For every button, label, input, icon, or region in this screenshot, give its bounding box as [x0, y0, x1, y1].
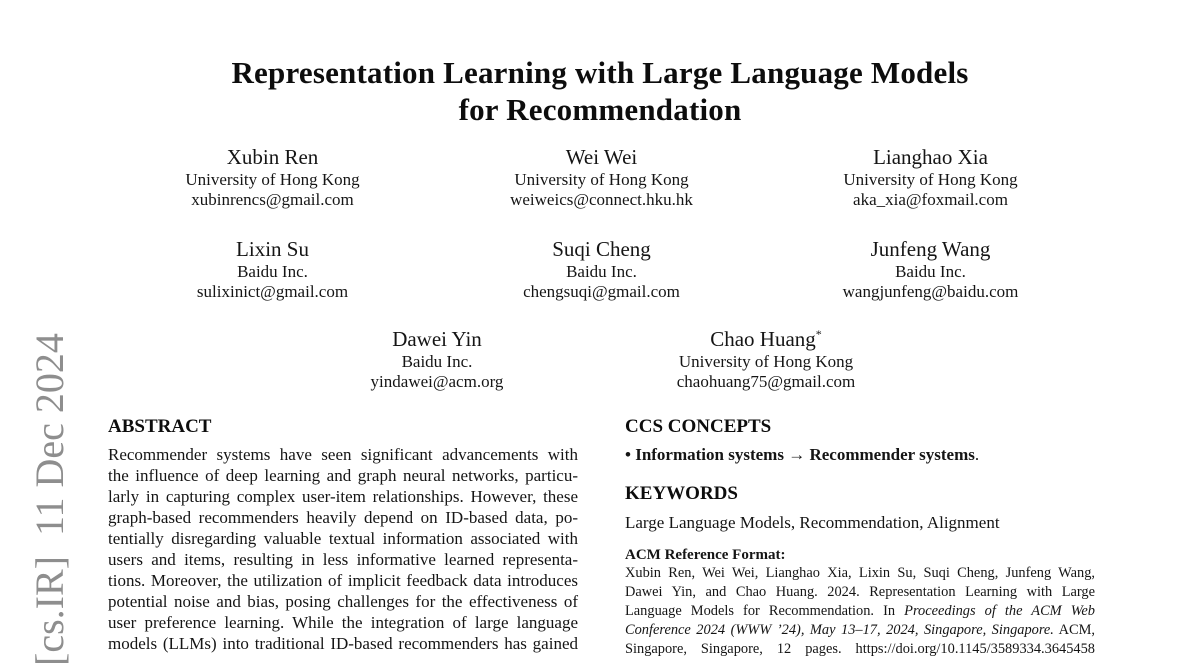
author-affiliation: University of Hong Kong — [514, 170, 689, 189]
paper-title-line-1: Representation Learning with Large Language Models — [231, 55, 969, 90]
author-affiliation: University of Hong Kong — [185, 170, 360, 189]
abstract-line: user preference learning. While the integration of large language — [108, 613, 578, 632]
author-card-junfeng-wang — [766, 237, 1095, 302]
abstract-line: tions. Moreover, the utilization of implicit feedback data introduces — [108, 571, 578, 590]
author-affiliation: University of Hong Kong — [843, 170, 1018, 189]
author-email: sulixinict@gmail.com — [196, 282, 349, 301]
abstract-line: potential noise and bias, posing challenges for the effectiveness of — [108, 592, 578, 611]
author-affiliation: Baidu Inc. — [566, 262, 637, 281]
acm-reference-line: Language Models for Recommendation. In Proceedings of the ACM Web — [625, 603, 1095, 619]
author-name: Dawei Yin — [392, 327, 482, 351]
right-column — [625, 415, 1095, 659]
author-name: Wei Wei — [565, 145, 638, 169]
author-email: wangjunfeng@baidu.com — [842, 282, 1019, 301]
author-email: aka_xia@foxmail.com — [853, 190, 1008, 209]
abstract-line: the influence of deep learning and graph neural networks, particu- — [108, 466, 578, 485]
author-card-lianghao-xia — [766, 145, 1095, 210]
author-card-dawei-yin — [273, 327, 602, 392]
author-card-xubin-ren — [108, 145, 437, 210]
author-email: weiweics@connect.hku.hk — [510, 190, 693, 209]
author-affiliation: Baidu Inc. — [401, 352, 473, 371]
author-email: xubinrencs@gmail.com — [191, 190, 354, 209]
author-name: Xubin Ren — [226, 145, 319, 169]
abstract-line: users and items, resulting in less informative learned representa- — [108, 550, 578, 569]
acm-reference-line: Dawei Yin, and Chao Huang. 2024. Representation Learning with Large — [625, 584, 1095, 600]
paper-title-line-2: for Recommendation — [458, 92, 742, 127]
author-name: Suqi Cheng — [552, 237, 651, 261]
author-card-suqi-cheng — [437, 237, 766, 302]
abstract-line: Recommender systems have seen significant advancements with — [108, 445, 578, 464]
ccs-concepts-heading: CCS CONCEPTS — [625, 416, 772, 437]
author-card-wei-wei — [437, 145, 766, 210]
acm-reference-format-heading: ACM Reference Format: — [625, 547, 786, 563]
acm-reference-line-clipped: Singapore, Singapore, 12 pages. https://doi.org/10.1145/3589334.3645458 — [625, 641, 1095, 657]
abstract-paragraph — [108, 444, 578, 654]
acm-reference-line: Xubin Ren, Wei Wei, Lianghao Xia, Lixin Su, Suqi Cheng, Junfeng Wang, — [625, 565, 1095, 581]
author-email: chaohuang75@gmail.com — [676, 372, 856, 391]
author-email: chengsuqi@gmail.com — [523, 282, 680, 301]
authors-row-1 — [108, 145, 1095, 210]
abstract-line: larly in capturing complex user-item relationships. However, these — [108, 487, 578, 506]
abstract-line: graph-based recommenders heavily depend on ID-based data, po- — [108, 508, 578, 527]
left-column — [108, 415, 578, 654]
author-affiliation: University of Hong Kong — [678, 352, 854, 371]
author-mark: * — [815, 327, 822, 341]
ccs-concepts-line: • Information systems → Recommender systems. — [625, 445, 980, 464]
authors-row-3 — [108, 327, 1095, 392]
abstract-heading: ABSTRACT — [108, 416, 212, 437]
author-card-lixin-su — [108, 237, 437, 302]
abstract-line: tentially disregarding valuable textual information associated with — [108, 529, 578, 548]
author-name: Lianghao Xia — [873, 145, 988, 169]
arxiv-sidebar-banner: [cs.IR] 11 Dec 2024 — [27, 333, 72, 666]
author-affiliation: Baidu Inc. — [895, 262, 966, 281]
keywords-heading: KEYWORDS — [625, 483, 738, 504]
author-name: Lixin Su — [236, 237, 309, 261]
author-card-chao-huang — [602, 327, 931, 392]
authors-row-2 — [108, 237, 1095, 302]
acm-reference-line: Conference 2024 (WWW ’24), May 13–17, 2024, Singapore, Singapore. ACM, — [625, 622, 1095, 638]
author-email: yindawei@acm.org — [370, 372, 504, 391]
keywords-text: Large Language Models, Recommendation, Alignment — [625, 513, 1000, 532]
abstract-line-clipped: models (LLMs) into traditional ID-based recommenders has gained — [108, 634, 578, 653]
author-name: Chao Huang* — [710, 327, 822, 351]
acm-reference-text — [625, 564, 1095, 659]
paper-title — [0, 54, 1200, 128]
author-affiliation: Baidu Inc. — [237, 262, 308, 281]
author-name: Junfeng Wang — [870, 237, 991, 261]
